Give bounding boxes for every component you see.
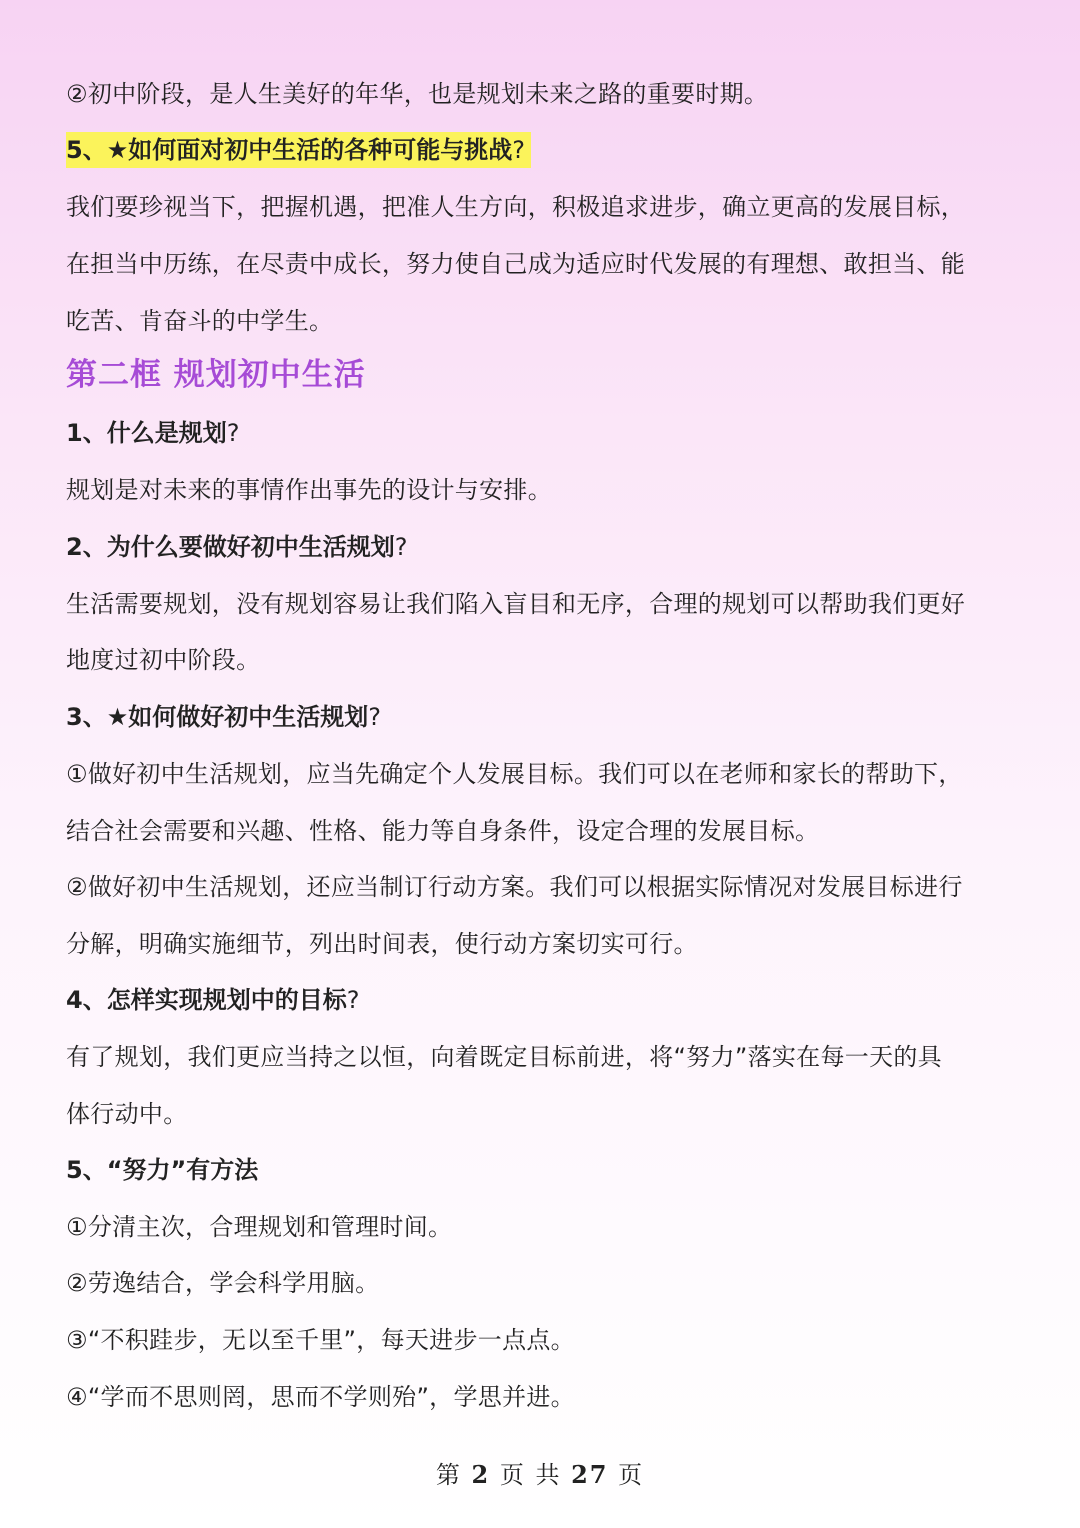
list-item: ④“学而不思则罔，思而不学则殆”，学思并进。 bbox=[66, 1383, 575, 1411]
question-heading bbox=[66, 980, 359, 1020]
list-item: ①分清主次，合理规划和管理时间。 bbox=[66, 1213, 453, 1241]
question-text: 3、★如何做好初中生活规划 bbox=[66, 703, 369, 731]
question-mark: ? bbox=[368, 703, 381, 731]
paragraph-line: 规划是对未来的事情作出事先的设计与安排。 bbox=[66, 476, 552, 504]
paragraph-line: 结合社会需要和兴趣、性格、能力等自身条件，设定合理的发展目标。 bbox=[66, 817, 820, 845]
paragraph-line: 我们要珍视当下，把握机遇，把准人生方向，积极追求进步，确立更高的发展目标， bbox=[66, 193, 966, 221]
question-mark: ? bbox=[512, 136, 525, 164]
paragraph-line: ②做好初中生活规划，还应当制订行动方案。我们可以根据实际情况对发展目标进行 bbox=[66, 873, 963, 901]
page-footer bbox=[0, 1455, 1080, 1490]
paragraph-line: ①做好初中生活规划，应当先确定个人发展目标。我们可以在老师和家长的帮助下， bbox=[66, 760, 963, 788]
paragraph-line: 体行动中。 bbox=[66, 1100, 188, 1128]
question-heading bbox=[66, 413, 239, 453]
question-text: 5、★如何面对初中生活的各种可能与挑战 bbox=[66, 136, 513, 164]
question-heading bbox=[66, 130, 531, 170]
footer-pre: 第 bbox=[435, 1461, 462, 1489]
question-mark: ? bbox=[346, 986, 360, 1014]
highlight bbox=[66, 132, 531, 168]
footer-post: 页 bbox=[618, 1461, 645, 1489]
question-heading bbox=[66, 697, 381, 737]
paragraph-line: 地度过初中阶段。 bbox=[66, 646, 261, 674]
paragraph-line: 分解，明确实施细节，列出时间表，使行动方案切实可行。 bbox=[66, 930, 698, 958]
section-heading: 第二框 规划初中生活 bbox=[66, 357, 366, 393]
list-item: ②劳逸结合，学会科学用脑。 bbox=[66, 1269, 380, 1297]
total-page-count: 27 bbox=[571, 1460, 609, 1489]
question-heading: 5、“努力”有方法 bbox=[66, 1156, 259, 1184]
footer-mid: 页 共 bbox=[499, 1461, 562, 1489]
question-text: 4、怎样实现规划中的目标 bbox=[66, 986, 347, 1014]
paragraph-line: 生活需要规划，没有规划容易让我们陷入盲目和无序，合理的规划可以帮助我们更好 bbox=[66, 590, 966, 618]
paragraph-line: ②初中阶段，是人生美好的年华，也是规划未来之路的重要时期。 bbox=[66, 80, 769, 108]
question-mark: ? bbox=[394, 533, 408, 561]
paragraph-line: 在担当中历练，在尽责中成长，努力使自己成为适应时代发展的有理想、敢担当、能 bbox=[66, 250, 966, 278]
current-page-number: 2 bbox=[471, 1460, 491, 1489]
question-text: 1、什么是规划 bbox=[66, 419, 227, 447]
list-item: ③“不积跬步，无以至千里”，每天进步一点点。 bbox=[66, 1326, 575, 1354]
paragraph-line: 吃苦、肯奋斗的中学生。 bbox=[66, 307, 334, 335]
question-heading bbox=[66, 527, 407, 567]
paragraph-line: 有了规划，我们更应当持之以恒，向着既定目标前进，将“努力”落实在每一天的具 bbox=[66, 1043, 942, 1071]
question-text: 2、为什么要做好初中生活规划 bbox=[66, 533, 395, 561]
question-mark: ? bbox=[226, 419, 240, 447]
